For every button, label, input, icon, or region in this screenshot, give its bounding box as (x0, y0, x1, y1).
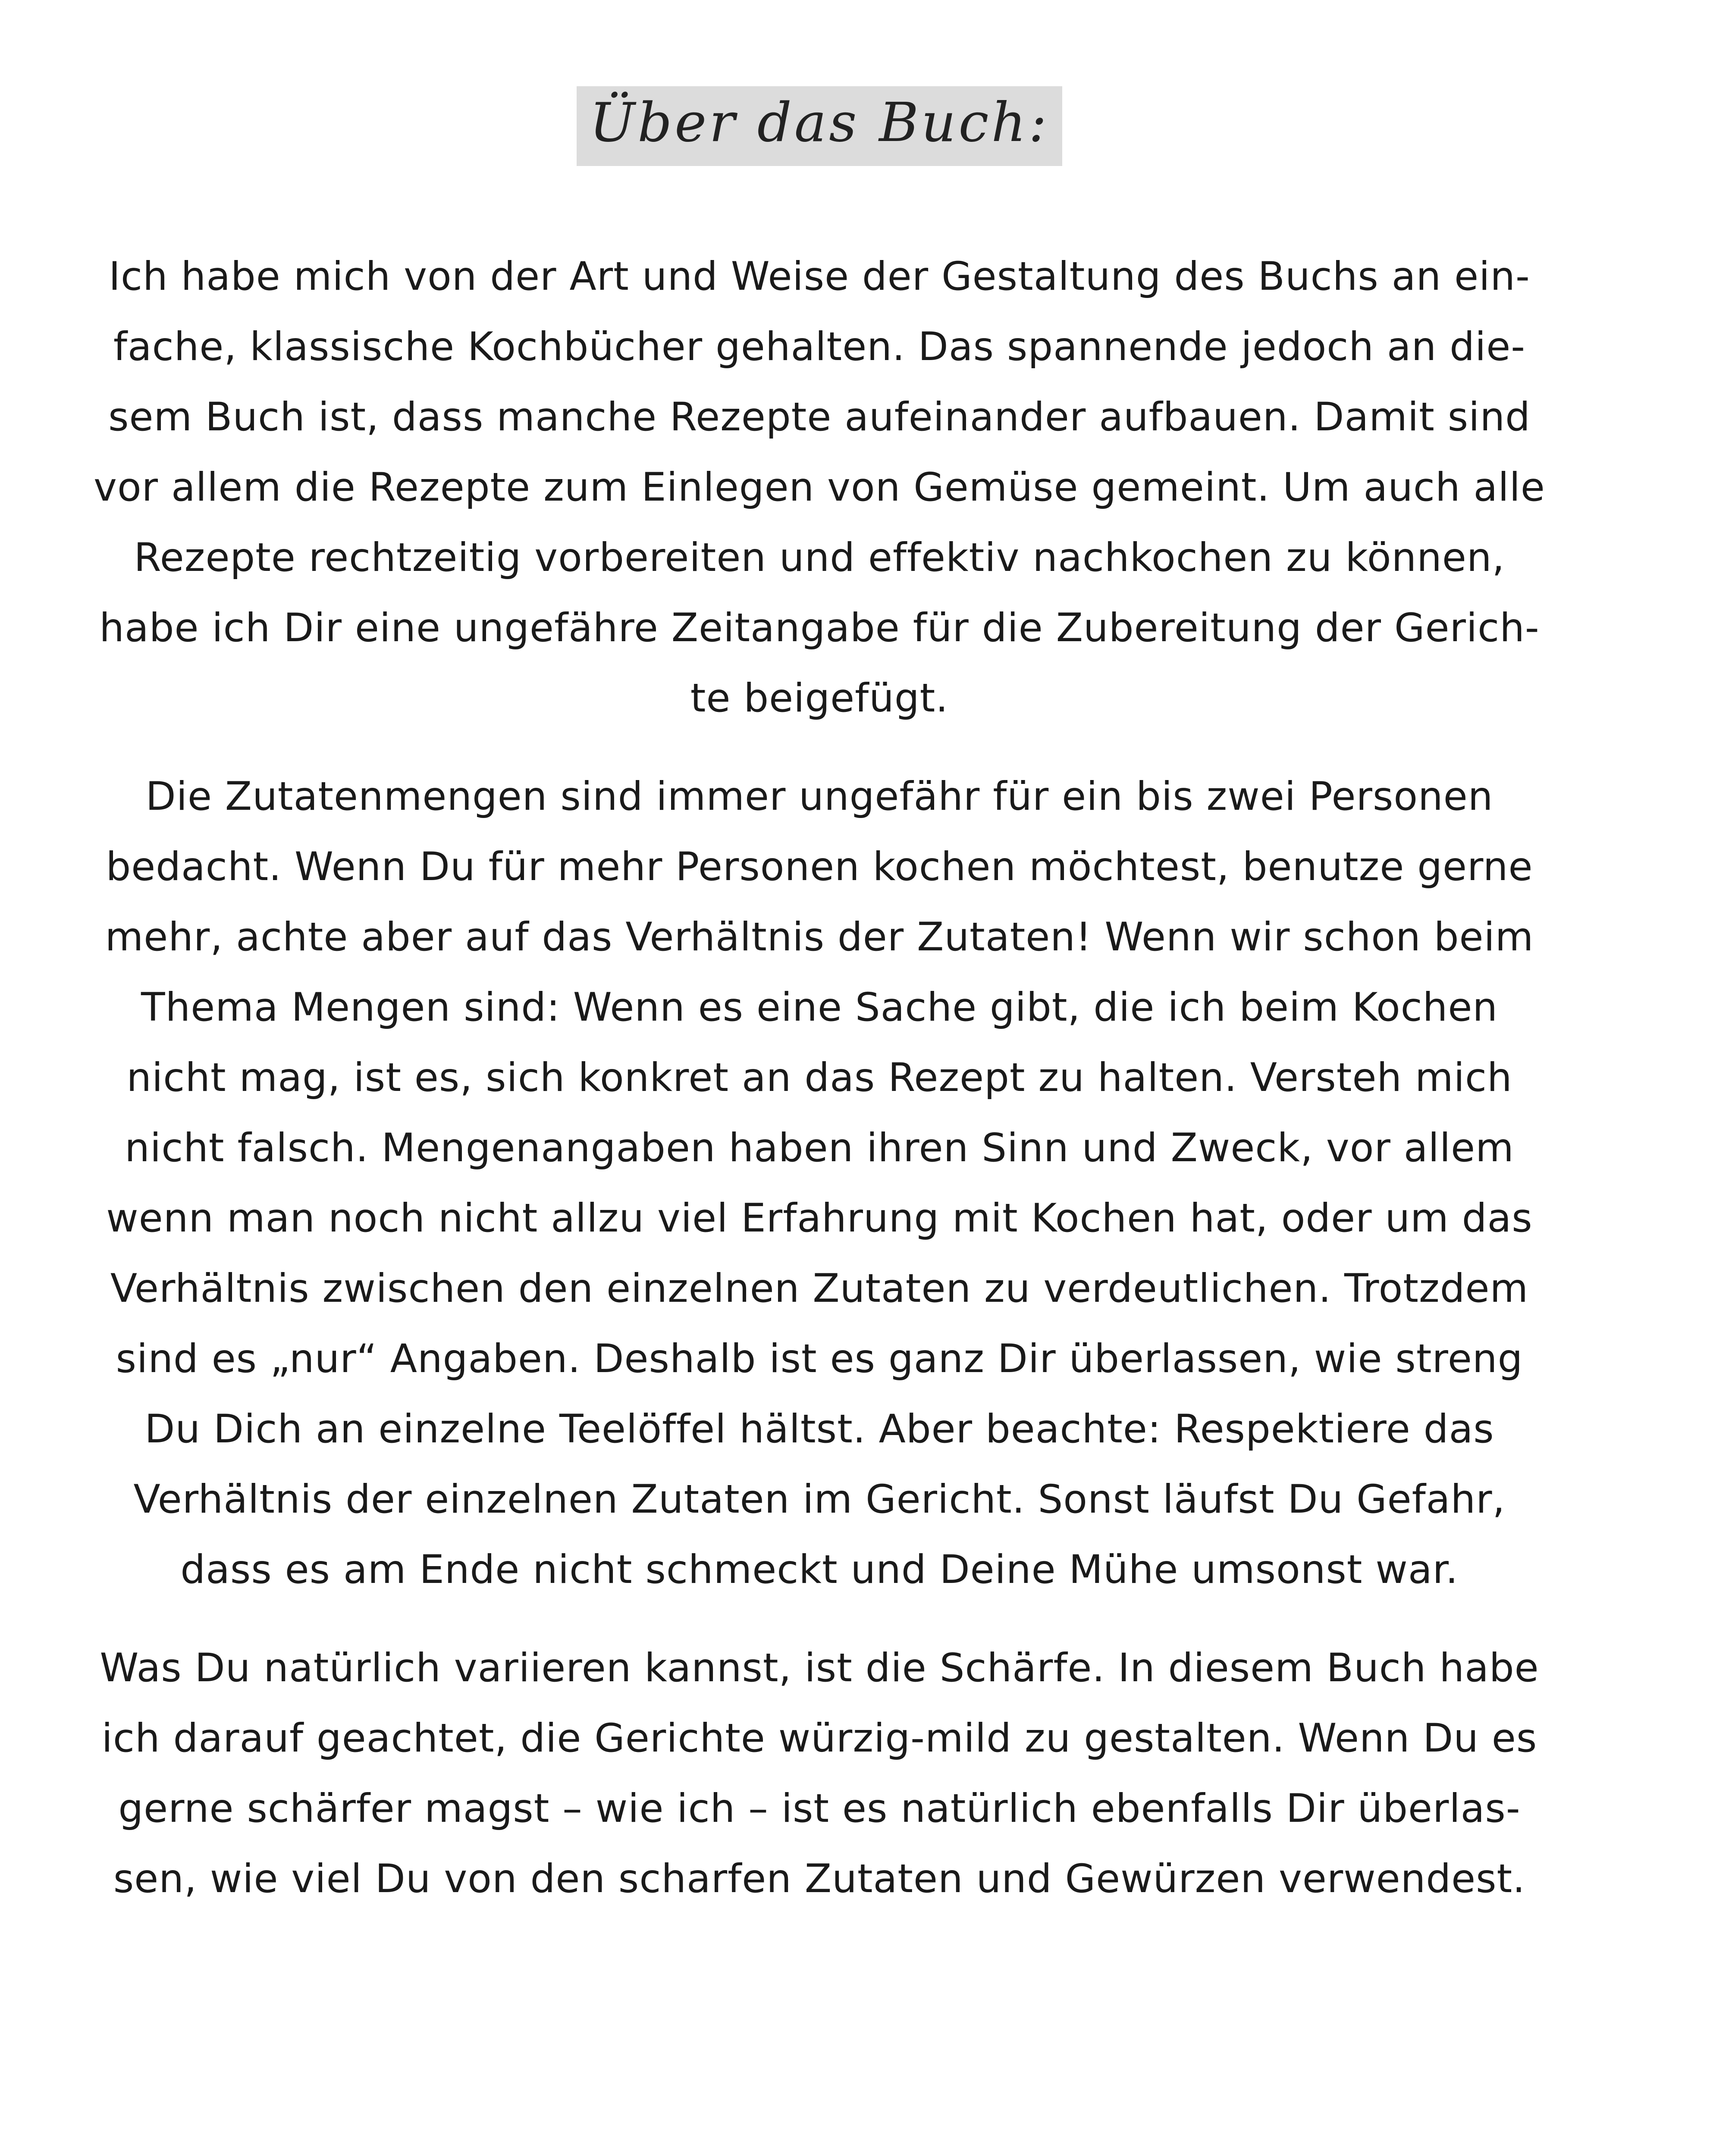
text-line: Was Du natürlich variieren kannst, ist die Schärfe. In diesem Buch habe (100, 1645, 1539, 1691)
text-line: dass es am Ende nicht schmeckt und Deine Mühe umsonst war. (180, 1547, 1459, 1592)
text-line: gerne schärfer magst – wie ich – ist es natürlich ebenfalls Dir überlas- (118, 1786, 1521, 1831)
text-line: Ich habe mich von der Art und Weise der Gestaltung des Buchs an ein- (109, 254, 1530, 299)
paragraph-2 (91, 761, 1548, 1605)
text-line: vor allem die Rezepte zum Einlegen von Gemüse gemeint. Um auch alle (94, 465, 1545, 510)
text-line: nicht falsch. Mengenangaben haben ihren Sinn und Zweck, vor allem (125, 1125, 1514, 1171)
page-heading: Über das Buch: (577, 86, 1062, 166)
text-line: bedacht. Wenn Du für mehr Personen kochen möchtest, benutze gerne (106, 844, 1533, 890)
text-line: te beigefügt. (690, 676, 949, 721)
text-line: mehr, achte aber auf das Verhältnis der Zutaten! Wenn wir schon beim (105, 915, 1534, 960)
text-line: wenn man noch nicht allzu viel Erfahrung mit Kochen hat, oder um das (106, 1196, 1533, 1241)
text-line: ich darauf geachtet, die Gerichte würzig-mild zu gestalten. Wenn Du es (101, 1716, 1537, 1761)
body-text (91, 241, 1548, 1942)
text-line: Die Zutatenmengen sind immer ungefähr für ein bis zwei Personen (145, 774, 1494, 819)
text-line: Verhältnis zwischen den einzelnen Zutaten zu verdeutlichen. Trotzdem (110, 1266, 1529, 1311)
paragraph-3 (91, 1633, 1548, 1914)
text-line: Verhältnis der einzelnen Zutaten im Gericht. Sonst läufst Du Gefahr, (133, 1477, 1506, 1522)
paragraph-1 (91, 241, 1548, 733)
text-line: sen, wie viel Du von den scharfen Zutaten und Gewürzen verwendest. (113, 1856, 1526, 1902)
text-line: Thema Mengen sind: Wenn es eine Sache gibt, die ich beim Kochen (141, 985, 1498, 1030)
heading-container (0, 86, 1639, 166)
text-line: Rezepte rechtzeitig vorbereiten und effektiv nachkochen zu können, (134, 535, 1505, 580)
text-line: sem Buch ist, dass manche Rezepte aufeinander aufbauen. Damit sind (108, 395, 1531, 440)
text-line: habe ich Dir eine ungefähre Zeitangabe für die Zubereitung der Gerich- (99, 605, 1540, 651)
text-line: Du Dich an einzelne Teelöffel hältst. Aber beachte: Respektiere das (144, 1407, 1494, 1452)
text-line: sind es „nur“ Angaben. Deshalb ist es ganz Dir überlassen, wie streng (116, 1336, 1523, 1382)
text-line: nicht mag, ist es, sich konkret an das Rezept zu halten. Versteh mich (126, 1055, 1512, 1100)
text-line: fache, klassische Kochbücher gehalten. Das spannende jedoch an die- (113, 324, 1526, 370)
